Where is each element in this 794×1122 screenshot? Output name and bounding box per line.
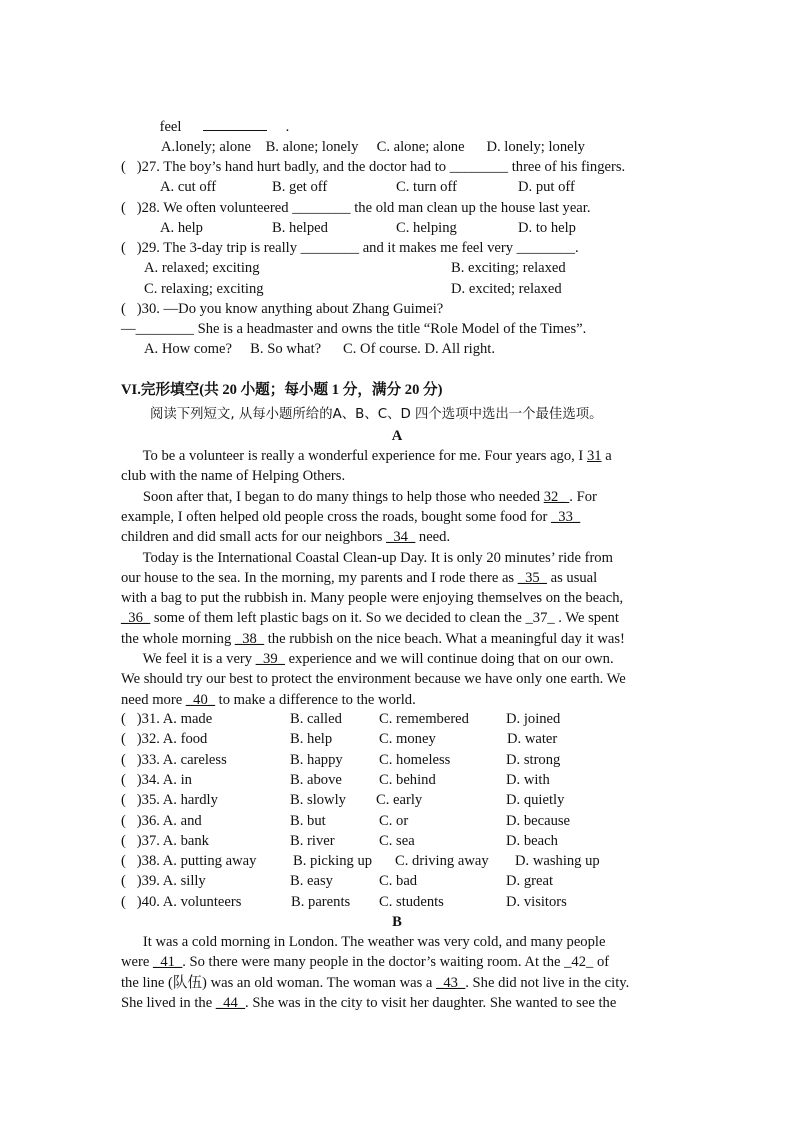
option-d: D. joined — [506, 711, 561, 727]
passage-a-line — [121, 608, 619, 628]
passage-a-text: with a bag to put the rubbish in. Many people were enjoying themselves on the beach, — [121, 590, 624, 607]
passage-b-text: . She did not live in the city. — [465, 974, 630, 991]
option-question-a: ( )35. A. hardly — [121, 792, 218, 809]
option-d: D. strong — [506, 751, 561, 768]
passage-a-blank-number: _33_ — [551, 508, 581, 525]
passage-a-text: need more — [121, 691, 186, 708]
option-d: D. beach — [506, 832, 558, 849]
q28-stem: ( )28. We often volunteered ________ the old man clean up the house last year. — [121, 200, 591, 216]
option-b: B. happy — [290, 751, 343, 768]
q28-option-a: A. help — [160, 220, 203, 236]
q29-option-c: C. relaxing; exciting — [144, 281, 264, 297]
option-question-a: ( )40. A. volunteers — [121, 893, 242, 910]
passage-a-line — [121, 690, 416, 710]
passage-b-blank-number: _43_ — [436, 974, 466, 991]
passage-a-label: A — [391, 428, 403, 444]
passage-b-line — [121, 973, 629, 993]
passage-a-blank-number: 32_ — [543, 488, 570, 505]
passage-b-text: were — [121, 954, 154, 971]
q26-blank — [181, 119, 203, 135]
passage-a-line — [121, 629, 625, 649]
q28-option-c: C. helping — [396, 220, 457, 236]
section-instruction: 阅读下列短文, 从每小题所给的A、B、C、D 四个选项中选出一个最佳选项。 — [150, 407, 603, 422]
option-b: B. slowly — [290, 792, 346, 809]
option-c: C. driving away — [395, 853, 489, 870]
q29-option-b: B. exciting; relaxed — [451, 260, 566, 276]
q28-option-d: D. to help — [518, 220, 576, 236]
passage-a-blank-number: _40_ — [185, 691, 216, 708]
q27-stem: ( )27. The boy’s hand hurt badly, and the doctor had to ________ three of his fingers. — [121, 159, 626, 175]
passage-b-label: B — [392, 914, 402, 930]
passage-b-line — [121, 952, 609, 972]
passage-a-text: club with the name of Helping Others. — [121, 468, 346, 485]
option-question-a: ( )38. A. putting away — [121, 853, 257, 870]
passage-a-text: We feel it is a very — [121, 651, 256, 667]
option-b: B. called — [290, 711, 342, 727]
q27-option-a: A. cut off — [160, 179, 217, 195]
passage-b-text: She lived in the — [121, 994, 216, 1011]
option-question-a: ( )37. A. bank — [121, 832, 209, 849]
passage-a-text: . For — [569, 488, 597, 505]
passage-a-text: We should try our best to protect the environment because we have only one earth. We — [121, 671, 626, 688]
q27-option-c: C. turn off — [396, 179, 457, 195]
q30-stem: ( )30. —Do you know anything about Zhang Guimei? — [121, 301, 444, 317]
passage-a-text: a — [601, 448, 612, 464]
option-b: B. easy — [290, 873, 333, 890]
option-question-a: ( )34. A. in — [121, 771, 192, 788]
option-c: C. or — [379, 812, 409, 829]
passage-a-text: as usual — [546, 569, 598, 586]
option-b: B. help — [290, 731, 333, 748]
passage-a-text: experience and we will continue doing that on our own. — [284, 651, 614, 667]
q29-option-a: A. relaxed; exciting — [144, 260, 260, 276]
passage-a-blank-number: _39_ — [255, 651, 285, 667]
passage-a-text: some of them left plastic bags on it. So we decided to clean the _37_ . We spent — [150, 610, 619, 627]
option-d: D. washing up — [515, 853, 600, 870]
passage-b-text: . She was in the city to visit her daughter. She wanted to see the — [245, 994, 617, 1011]
q30-reply: —________ She is a headmaster and owns the title “Role Model of the Times”. — [121, 321, 587, 337]
passage-a-text: To be a volunteer is really a wonderful experience for me. Four years ago, I — [121, 448, 587, 464]
passage-a-text: to make a difference to the world. — [215, 691, 416, 708]
passage-a-blank-number: _35_ — [517, 569, 547, 586]
option-d: D. because — [506, 812, 571, 829]
passage-a-line — [121, 487, 597, 507]
option-c: C. bad — [379, 873, 418, 890]
option-question-a: ( )32. A. food — [121, 731, 208, 748]
option-c: C. students — [379, 893, 444, 910]
option-c: C. money — [379, 731, 436, 748]
option-question-a: ( )36. A. and — [121, 812, 202, 829]
option-b: B. parents — [291, 893, 351, 910]
passage-a-line — [121, 669, 626, 689]
passage-a-text: Soon after that, I began to do many things to help those who needed — [121, 488, 544, 505]
option-b: B. above — [290, 771, 342, 788]
passage-b-text: the line (队伍) was an old woman. The woman was a — [121, 974, 437, 991]
passage-a-line — [121, 446, 612, 466]
q27-option-d: D. put off — [518, 179, 575, 195]
q26-options: A.lonely; alone B. alone; lonely C. alone; alone D. lonely; lonely — [161, 139, 585, 155]
passage-b-line — [121, 932, 605, 952]
passage-a-line — [121, 507, 580, 527]
passage-a-text: example, I often helped old people cross the roads, bought some food for — [121, 508, 551, 525]
q28-option-b: B. helped — [272, 220, 328, 236]
option-d: D. water — [507, 731, 558, 748]
option-c: C. early — [376, 792, 423, 809]
passage-b-text: It was a cold morning in London. The weather was very cold, and many people — [121, 934, 606, 950]
q26-tail-text: feel — [159, 119, 182, 136]
passage-a-text: our house to the sea. In the morning, my parents and I rode there as — [121, 569, 518, 586]
section-heading: VI.完形填空(共 20 小题；每小题 1 分，满分 20 分) — [121, 382, 443, 398]
option-c: C. remembered — [379, 711, 469, 727]
passage-a-line — [121, 588, 623, 608]
q26-period: . — [267, 119, 290, 136]
passage-b-line — [121, 993, 616, 1013]
option-d: D. quietly — [506, 792, 565, 809]
option-question-a: ( )33. A. careless — [121, 751, 227, 768]
passage-a-line — [121, 527, 450, 547]
passage-a-text: children and did small acts for our neighbors — [121, 529, 387, 546]
passage-a-text: Today is the International Coastal Clean-up Day. It is only 20 minutes’ ride from — [121, 549, 613, 566]
passage-a-line — [121, 649, 614, 669]
passage-a-blank-number: _38_ — [234, 630, 265, 647]
passage-a-text: the rubbish on the nice beach. What a meaningful day it was! — [264, 630, 625, 647]
option-c: C. behind — [379, 771, 436, 788]
option-c: C. homeless — [379, 751, 451, 768]
option-d: D. great — [506, 873, 554, 890]
q27-option-b: B. get off — [272, 179, 328, 195]
passage-b-blank-number: _44_ — [215, 994, 246, 1011]
option-question-a: ( )39. A. silly — [121, 873, 206, 890]
passage-a-blank-number: _36_ — [121, 610, 151, 627]
option-b: B. but — [290, 812, 326, 829]
option-question-a: ( )31. A. made — [121, 711, 213, 727]
passage-a-blank-number: 31 — [586, 448, 602, 464]
passage-b-text: . So there were many people in the doctor’s waiting room. At the _42_ of — [182, 954, 610, 971]
option-d: D. with — [506, 771, 550, 788]
passage-a-line — [121, 568, 597, 588]
option-d: D. visitors — [506, 893, 567, 910]
q29-stem: ( )29. The 3-day trip is really ________ and it makes me feel very ________. — [121, 240, 579, 256]
q26-answer-blank — [203, 130, 267, 131]
passage-a-line — [121, 548, 613, 568]
q29-option-d: D. excited; relaxed — [451, 281, 562, 297]
option-b: B. river — [290, 832, 335, 849]
passage-a-text: the whole morning — [121, 630, 235, 647]
passage-b-blank-number: _41_ — [153, 954, 183, 971]
option-c: C. sea — [379, 832, 415, 849]
option-b: B. picking up — [293, 853, 373, 870]
passage-a-text: need. — [415, 529, 451, 546]
passage-a-line — [121, 466, 345, 486]
q30-options: A. How come? B. So what? C. Of course. D. All right. — [144, 341, 496, 357]
passage-a-blank-number: _34_ — [386, 529, 416, 546]
